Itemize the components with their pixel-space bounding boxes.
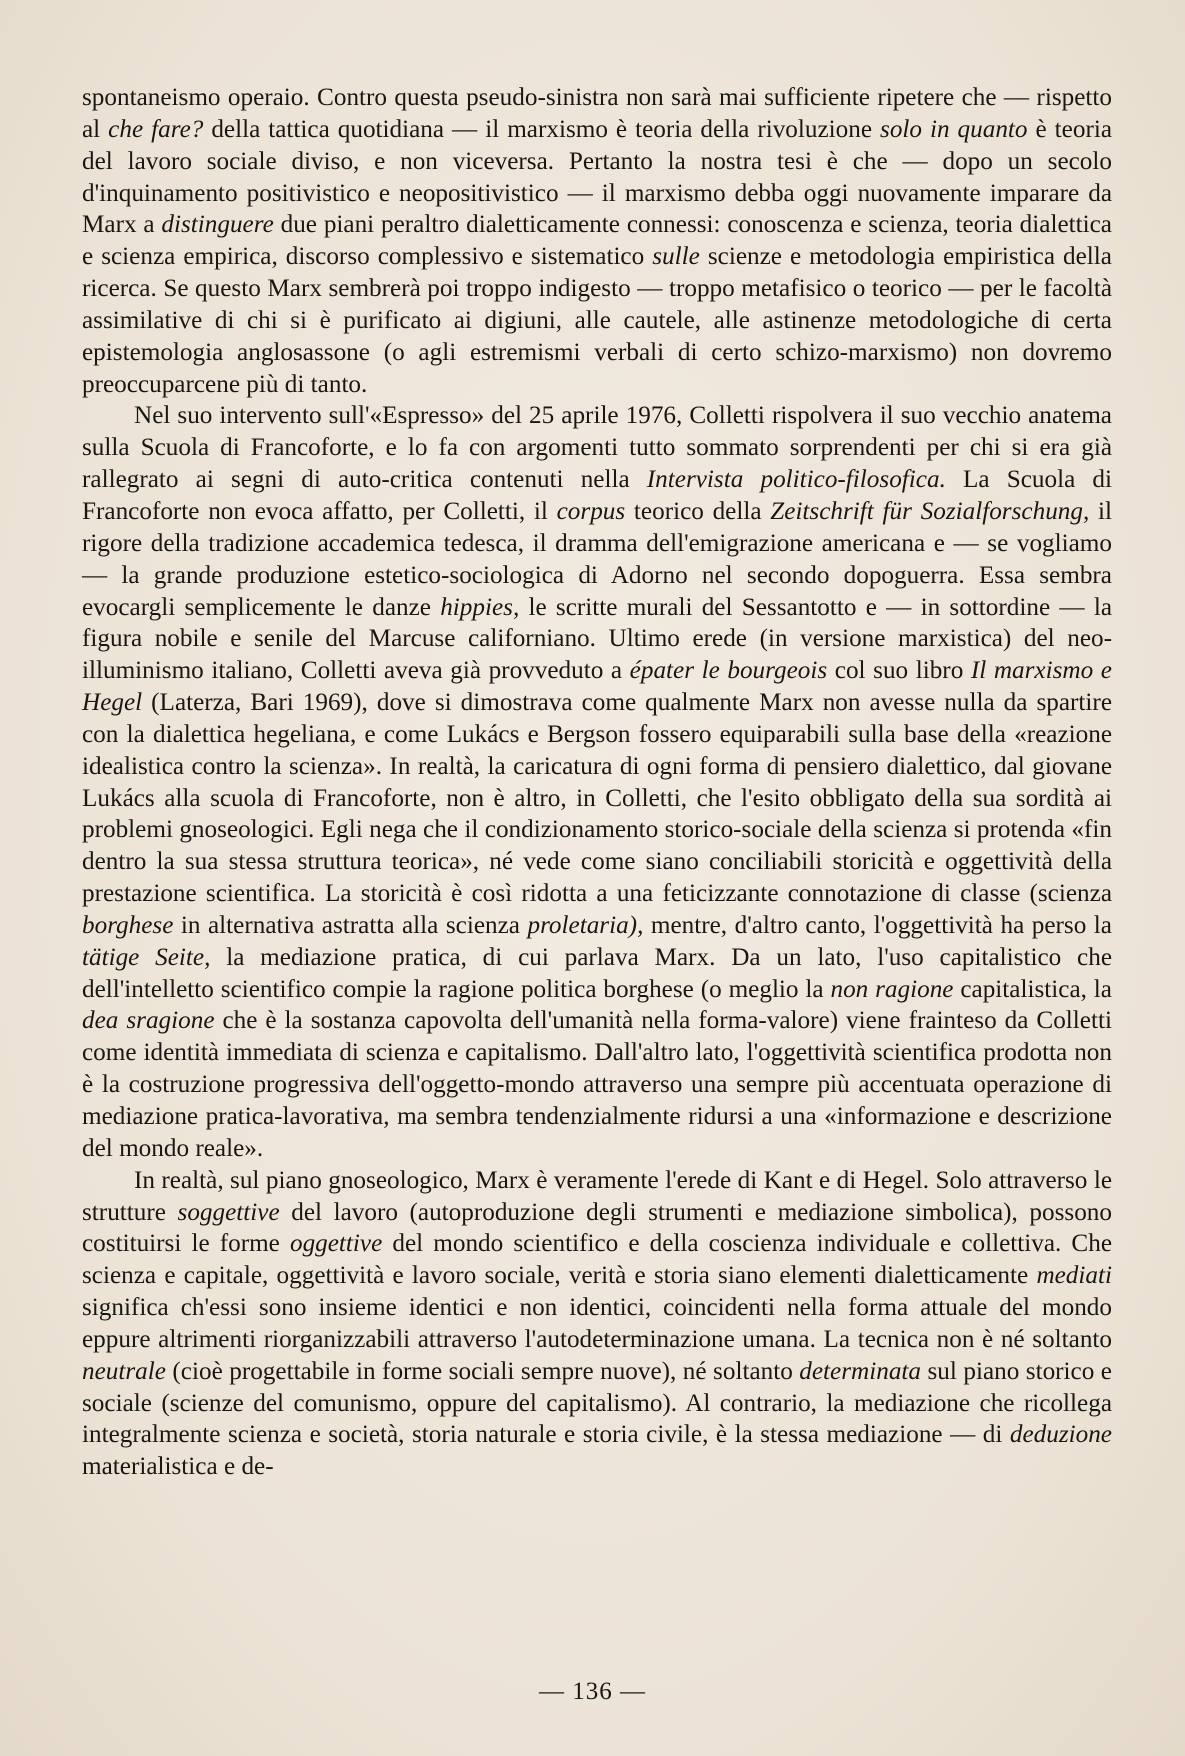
italic-phrase: proletaria), — [527, 911, 644, 939]
italic-phrase: Intervista politico-filosofica. — [646, 466, 946, 494]
text-run: capitalistica, la — [953, 975, 1112, 1003]
paragraph-1 — [82, 82, 1112, 400]
text-run: in alternativa astratta alla scienza — [173, 911, 528, 939]
text-run: scienze e metodologia empiristica della ricerca. Se questo Marx sembrerà poi troppo indigesto — troppo metafisico o teorico — per le facoltà assimilative di chi si è purificato ai digiuni, alle cautele, alle astinenze metodologiche di certa epistemologia anglosassone (o agli estremismi verbali di certo schizo-marxismo) non dovremo preoccuparcene più di tanto. — [82, 243, 1112, 398]
italic-phrase: corpus — [556, 497, 626, 525]
text-run: col suo libro — [827, 657, 971, 685]
text-run: mentre, d'altro canto, l'oggettività ha perso la — [643, 911, 1112, 939]
text-run: le scritte murali del Sessantotto e — in sottordine — la figura nobile e senile del Marcuse californiano. Ultimo erede (in versione marxistica) del neo-illuminismo italiano, Colletti aveva già provveduto a — [82, 593, 1113, 685]
page-number: — 136 — — [539, 1678, 646, 1705]
text-run: (Laterza, Bari 1969), dove si dimostrava come qualmente Marx non avesse nulla da spartire con la dialettica hegeliana, e come Lukács e Bergson fossero equiparabili sulla base della «reazione idealistica contro la scienza». In realtà, la caricatura di ogni forma di pensiero dialettico, dal giovane Lukács alla scuola di Francoforte, non è altro, in Colletti, che l'esito obbligato della sua sordità ai problemi gnoseologici. Egli nega che il condizionamento storico-sociale della scienza si protenda «fin dentro la sua stessa struttura teorica», né vede come siano conciliabili storicità e oggettività della prestazione scientifica. La storicità è così ridotta a una feticizzante connotazione di classe (scienza — [82, 689, 1112, 908]
italic-phrase: dea sragione — [82, 1007, 215, 1035]
italic-phrase: sulle — [652, 243, 700, 271]
text-run: significa ch'essi sono insieme identici e non identici, coincidenti nella forma attuale del mondo eppure altrimenti riorganizzabili attraverso l'autodeterminazione umana. La tecnica non è né soltanto — [82, 1294, 1112, 1353]
italic-phrase: determinata — [799, 1357, 922, 1385]
italic-phrase: Il marxismo e Hegel — [82, 657, 1112, 717]
text-run: del mondo scientifico e della coscienza individuale e collettiva. Che scienza e capitale, oggettività e lavoro sociale, verità e storia siano elementi dialetticamente — [82, 1230, 1112, 1290]
italic-phrase: distinguere — [161, 211, 274, 239]
paragraph-2 — [82, 400, 1112, 1164]
italic-phrase: hippies, — [440, 593, 520, 621]
text-run: due piani peraltro dialetticamente connessi: conoscenza e scienza, teoria dialettica e scienza empirica, discorso complessivo e sistematico — [82, 211, 1112, 271]
text-run: In realtà, sul piano gnoseologico, Marx è veramente l'erede di Kant e di Hegel. Solo attraverso le strutture — [82, 1166, 1112, 1226]
paragraph-3 — [82, 1165, 1112, 1483]
text-run: teorico della — [625, 497, 771, 525]
italic-phrase: solo in quanto — [880, 115, 1028, 143]
italic-phrase: non ragione — [830, 975, 954, 1003]
text-run: della tattica quotidiana — il marxismo è teoria della rivoluzione — [203, 115, 881, 143]
text-run: sul piano storico e sociale (scienze del comunismo, oppure del capitalismo). Al contrario, la mediazione che ricollega integralmente scienza e società, storia naturale e storia civile, è la stessa mediazione — di — [82, 1357, 1112, 1449]
text-run: il rigore della tradizione accademica tedesca, il dramma dell'emigrazione americana e — se vogliamo — la grande produzione estetico-sociologica di Adorno nel secondo dopoguerra. Essa sembra evocargli semplicemente le danze — [82, 497, 1112, 621]
text-run: la mediazione pratica, di cui parlava Marx. Da un lato, l'uso capitalistico che dell'intelletto scientifico compie la ragione politica borghese (o meglio la — [82, 943, 1112, 1003]
italic-phrase: mediati — [1036, 1262, 1112, 1290]
text-run: spontaneismo operaio. Contro questa pseudo-sinistra non sarà mai sufficiente ripetere che — rispetto al — [82, 84, 1112, 143]
italic-phrase: deduzione — [1009, 1421, 1112, 1449]
italic-phrase: Zeitschrift für Sozialforschung, — [770, 497, 1090, 525]
text-run: è teoria del lavoro sociale diviso, e non viceversa. Pertanto la nostra tesi è che — dopo un secolo d'inquinamento positivistico e neopositivistico — il marxismo debba oggi nuovamente imparare da Marx a — [82, 115, 1113, 239]
text-run: Nel suo intervento sull'«Espresso» del 25 aprile 1976, Colletti rispolvera il suo vecchio anatema sulla Scuola di Francoforte, e lo fa con argomenti tutto sommato sorprendenti per chi si era già rallegrato ai segni di auto-critica contenuti nella — [82, 402, 1112, 494]
italic-phrase: oggettive — [289, 1230, 383, 1258]
italic-phrase: borghese — [82, 911, 174, 939]
text-run: che è la sostanza capovolta dell'umanità nella forma-valore) viene frainteso da Colletti come identità immediata di scienza e capitalismo. Dall'altro lato, l'oggettività scientifica prodotta non è la costruzione progressiva dell'oggetto-mondo attraverso una sempre più accentuata operazione di mediazione pratica-lavorativa, ma sembra tendenzialmente ridursi a una «informazione e descrizione del mondo reale». — [82, 1007, 1112, 1162]
italic-phrase: neutrale — [82, 1357, 166, 1385]
italic-phrase: soggettive — [177, 1198, 280, 1226]
italic-phrase: che fare? — [108, 115, 204, 143]
italic-phrase: épater le bourgeois — [629, 657, 828, 685]
text-run: (cioè progettabile in forme sociali sempre nuove), né soltanto — [165, 1357, 800, 1385]
italic-phrase: tätige Seite, — [82, 943, 211, 971]
body-text — [82, 82, 1112, 1483]
text-run: del lavoro (autoproduzione degli strumenti e mediazione simbolica), possono costituirsi le forme — [82, 1198, 1112, 1258]
text-run: materialistica e de- — [82, 1453, 274, 1481]
text-run: La Scuola di Francoforte non evoca affatto, per Colletti, il — [82, 466, 1113, 525]
